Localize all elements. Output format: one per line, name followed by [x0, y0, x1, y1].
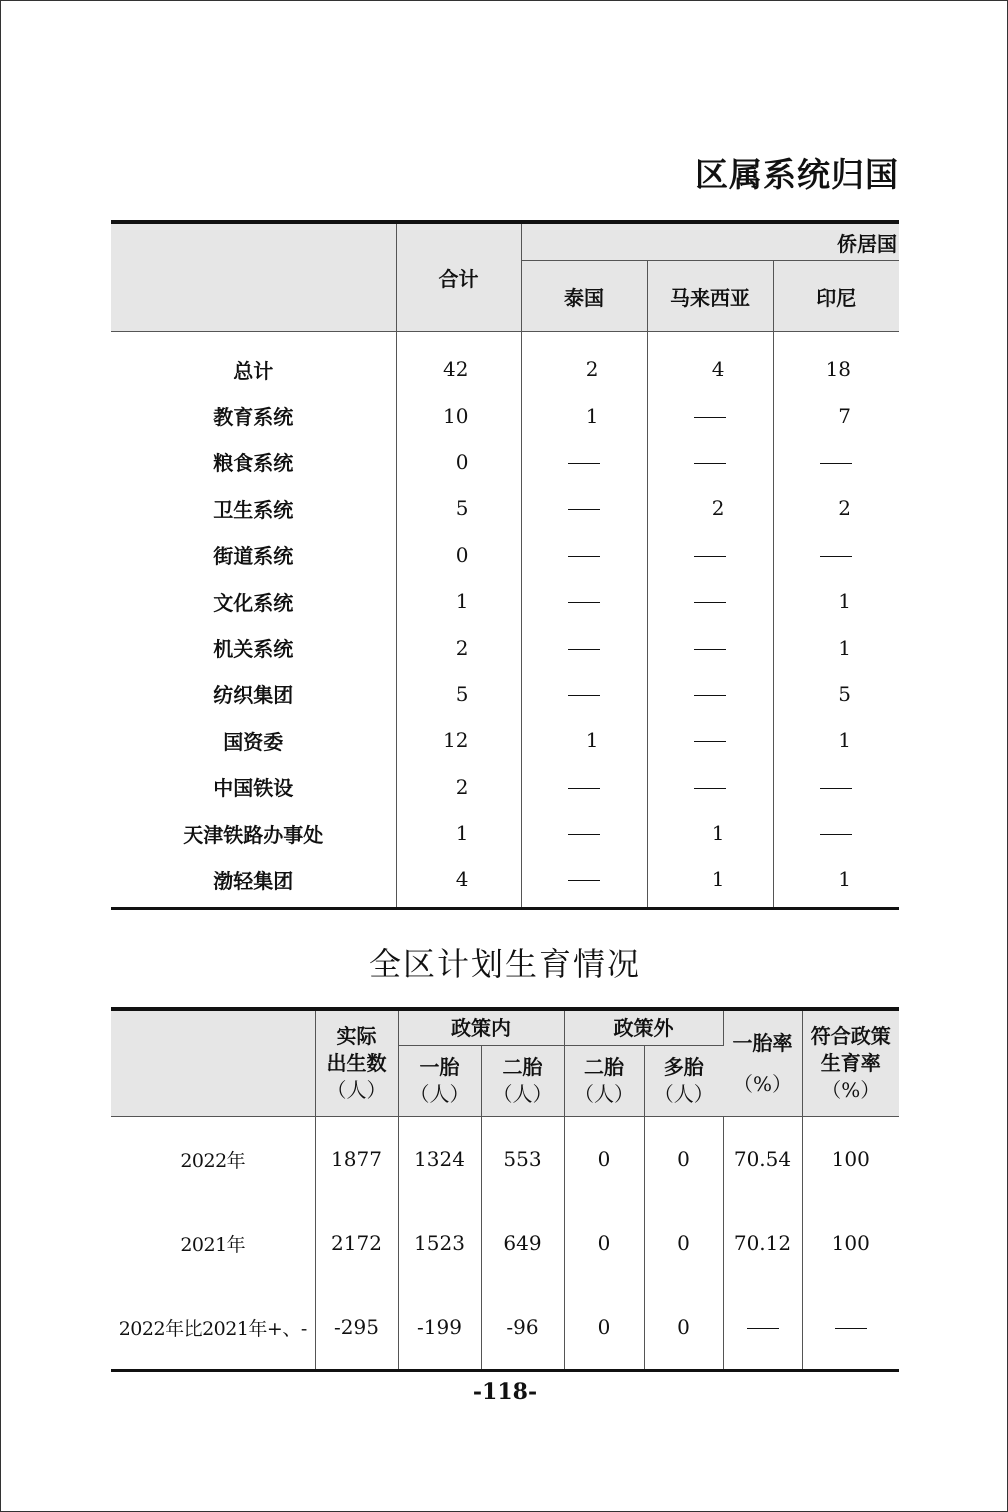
row-label: 中国铁设 — [111, 764, 396, 810]
table1-title: 区属系统归国 — [695, 155, 899, 194]
indonesia-cell: 1 — [838, 589, 852, 614]
table-row — [111, 332, 899, 393]
births-cell: 2172 — [315, 1201, 398, 1285]
multi-child-header — [644, 1046, 723, 1117]
compliance-rate-line2: 生育率 — [820, 1051, 881, 1075]
indonesia-cell: 1 — [773, 856, 899, 908]
dash-mark — [568, 556, 600, 557]
row-label: 渤轻集团 — [111, 856, 396, 908]
row-label: 纺织集团 — [111, 671, 396, 717]
returnees-table — [111, 220, 899, 910]
multi-child-cell: 0 — [644, 1201, 723, 1285]
malaysia-cell — [647, 532, 773, 578]
table-row — [111, 1201, 899, 1285]
second-child-out-cell: 0 — [564, 1201, 644, 1285]
in-policy-header: 政策内 — [398, 1009, 564, 1046]
total-cell: 4 — [396, 856, 521, 908]
malaysia-cell — [647, 439, 773, 485]
table-row — [111, 578, 899, 624]
thailand-cell — [521, 856, 647, 908]
first-rate-line1: 一胎率 — [732, 1030, 793, 1055]
second-child-in-cell: 649 — [481, 1201, 564, 1285]
dash-mark — [568, 463, 600, 464]
actual-births-header — [315, 1009, 398, 1117]
indonesia-cell: 1 — [838, 635, 852, 660]
dash-mark — [694, 463, 726, 464]
dash-mark — [694, 556, 726, 557]
thailand-cell — [521, 810, 647, 856]
multi-child-cell: 0 — [644, 1285, 723, 1371]
row-label: 街道系统 — [111, 532, 396, 578]
row-label: 2022年 — [111, 1117, 315, 1202]
row-label: 国资委 — [111, 717, 396, 763]
second-child-in-label: 二胎 — [502, 1055, 543, 1079]
table-row — [111, 485, 899, 531]
thailand-cell: 1 — [521, 392, 647, 438]
thailand-cell — [521, 624, 647, 670]
row-label: 文化系统 — [111, 578, 396, 624]
indonesia-cell: 7 — [838, 403, 852, 428]
actual-births-unit: （人） — [326, 1078, 387, 1102]
total-cell: 0 — [396, 439, 521, 485]
dash-mark — [694, 695, 726, 696]
total-cell: 12 — [396, 717, 521, 763]
first-child-unit: （人） — [409, 1082, 470, 1106]
first-rate-cell — [723, 1285, 802, 1371]
table-row — [111, 439, 899, 485]
row-label: 粮食系统 — [111, 439, 396, 485]
out-policy-header: 政策外 — [564, 1009, 723, 1046]
second-child-out-cell: 0 — [564, 1285, 644, 1371]
table-row — [111, 810, 899, 856]
first-rate-unit: （%） — [732, 1071, 792, 1096]
first-child-cell: 1324 — [398, 1117, 481, 1202]
table-row — [111, 856, 899, 908]
malaysia-cell — [647, 578, 773, 624]
malaysia-cell: 1 — [647, 856, 773, 908]
row-label: 天津铁路办事处 — [111, 810, 396, 856]
multi-child-label: 多胎 — [663, 1055, 704, 1079]
actual-births-line2: 出生数 — [326, 1051, 387, 1075]
second-child-in-cell: 553 — [481, 1117, 564, 1202]
dash-mark — [694, 649, 726, 650]
total-cell: 5 — [396, 485, 521, 531]
compliance-rate-cell — [802, 1285, 899, 1371]
dash-mark — [568, 695, 600, 696]
thailand-cell — [521, 764, 647, 810]
second-child-out-unit: （人） — [574, 1082, 634, 1106]
corner-header-cell — [111, 222, 396, 332]
dash-mark — [747, 1328, 779, 1329]
malaysia-cell: 1 — [647, 810, 773, 856]
multi-child-unit: （人） — [653, 1082, 714, 1106]
thailand-cell — [521, 532, 647, 578]
dash-mark — [835, 1328, 867, 1329]
compliance-rate-header — [802, 1009, 899, 1117]
residence-country-header: 侨居国 — [521, 222, 899, 261]
dash-mark — [568, 880, 600, 881]
returnees-table-body — [111, 332, 899, 909]
second-child-in-cell: -96 — [481, 1285, 564, 1371]
malaysia-cell — [647, 717, 773, 763]
total-cell: 2 — [396, 764, 521, 810]
compliance-rate-line1: 符合政策 — [810, 1024, 891, 1048]
second-child-out-cell: 0 — [564, 1117, 644, 1202]
total-cell: 0 — [396, 532, 521, 578]
indonesia-cell: 5 — [838, 681, 852, 706]
first-rate-cell: 70.12 — [723, 1201, 802, 1285]
compliance-rate-unit: （%） — [821, 1078, 881, 1102]
indonesia-cell — [773, 532, 899, 578]
dash-mark — [568, 649, 600, 650]
table-row — [111, 532, 899, 578]
first-child-label: 一胎 — [419, 1055, 460, 1079]
dash-mark — [820, 556, 852, 557]
malaysia-cell: 4 — [647, 332, 773, 393]
second-child-out-label: 二胎 — [584, 1055, 624, 1079]
dash-mark — [568, 509, 600, 510]
dash-mark — [568, 602, 600, 603]
row-label: 2022年比2021年+、- — [111, 1285, 315, 1371]
dash-mark — [694, 602, 726, 603]
table-row — [111, 717, 899, 763]
total-cell: 42 — [396, 332, 521, 393]
family-planning-table — [111, 1007, 899, 1372]
indonesia-cell — [773, 810, 899, 856]
total-header: 合计 — [396, 222, 521, 332]
compliance-rate-cell: 100 — [831, 1147, 870, 1171]
dash-mark — [694, 788, 726, 789]
first-child-rate-header — [723, 1009, 802, 1117]
total-cell: 10 — [396, 392, 521, 438]
second-child-in-unit: （人） — [492, 1082, 553, 1106]
table-row — [111, 671, 899, 717]
births-cell: 1877 — [315, 1117, 398, 1202]
row-label: 总计 — [111, 332, 396, 393]
table-row — [111, 1117, 899, 1202]
dash-mark — [694, 741, 726, 742]
thailand-cell — [521, 439, 647, 485]
multi-child-cell: 0 — [644, 1117, 723, 1202]
first-child-cell: 1523 — [398, 1201, 481, 1285]
dash-mark — [694, 417, 726, 418]
malaysia-cell — [647, 764, 773, 810]
row-label: 教育系统 — [111, 392, 396, 438]
family-planning-table-body — [111, 1117, 899, 1371]
table-row — [111, 764, 899, 810]
page-number: -118- — [472, 1379, 538, 1405]
corner-header-cell — [111, 1009, 315, 1117]
table-row — [111, 624, 899, 670]
actual-births-line1: 实际 — [336, 1024, 377, 1048]
indonesia-cell — [773, 764, 899, 810]
country-header-thailand: 泰国 — [521, 261, 647, 332]
first-child-header — [398, 1046, 481, 1117]
table-row — [111, 1285, 899, 1371]
first-rate-cell: 70.54 — [723, 1117, 802, 1202]
total-cell: 1 — [396, 810, 521, 856]
malaysia-cell — [647, 624, 773, 670]
compliance-rate-cell: 100 — [831, 1231, 870, 1255]
second-child-in-header — [481, 1046, 564, 1117]
indonesia-cell: 18 — [825, 357, 852, 382]
total-cell: 5 — [396, 671, 521, 717]
table2-title: 全区计划生育情况 — [368, 945, 641, 983]
malaysia-cell — [647, 392, 773, 438]
country-header-malaysia: 马来西亚 — [647, 261, 773, 332]
total-cell: 2 — [396, 624, 521, 670]
dash-mark — [568, 788, 600, 789]
indonesia-cell — [773, 439, 899, 485]
thailand-cell — [521, 671, 647, 717]
dash-mark — [820, 463, 852, 464]
row-label: 卫生系统 — [111, 485, 396, 531]
thailand-cell — [521, 578, 647, 624]
dash-mark — [820, 788, 852, 789]
thailand-cell: 1 — [521, 717, 647, 763]
row-label: 2021年 — [111, 1201, 315, 1285]
table-row — [111, 392, 899, 438]
country-header-indonesia: 印尼 — [773, 261, 899, 332]
indonesia-cell: 2 — [838, 496, 852, 521]
malaysia-cell — [647, 671, 773, 717]
births-cell: -295 — [315, 1285, 398, 1371]
indonesia-cell: 1 — [838, 728, 852, 753]
total-cell: 1 — [396, 578, 521, 624]
thailand-cell: 2 — [521, 332, 647, 393]
thailand-cell — [521, 485, 647, 531]
dash-mark — [820, 834, 852, 835]
dash-mark — [568, 834, 600, 835]
malaysia-cell: 2 — [647, 485, 773, 531]
second-child-out-header — [564, 1046, 644, 1117]
row-label: 机关系统 — [111, 624, 396, 670]
first-child-cell: -199 — [398, 1285, 481, 1371]
